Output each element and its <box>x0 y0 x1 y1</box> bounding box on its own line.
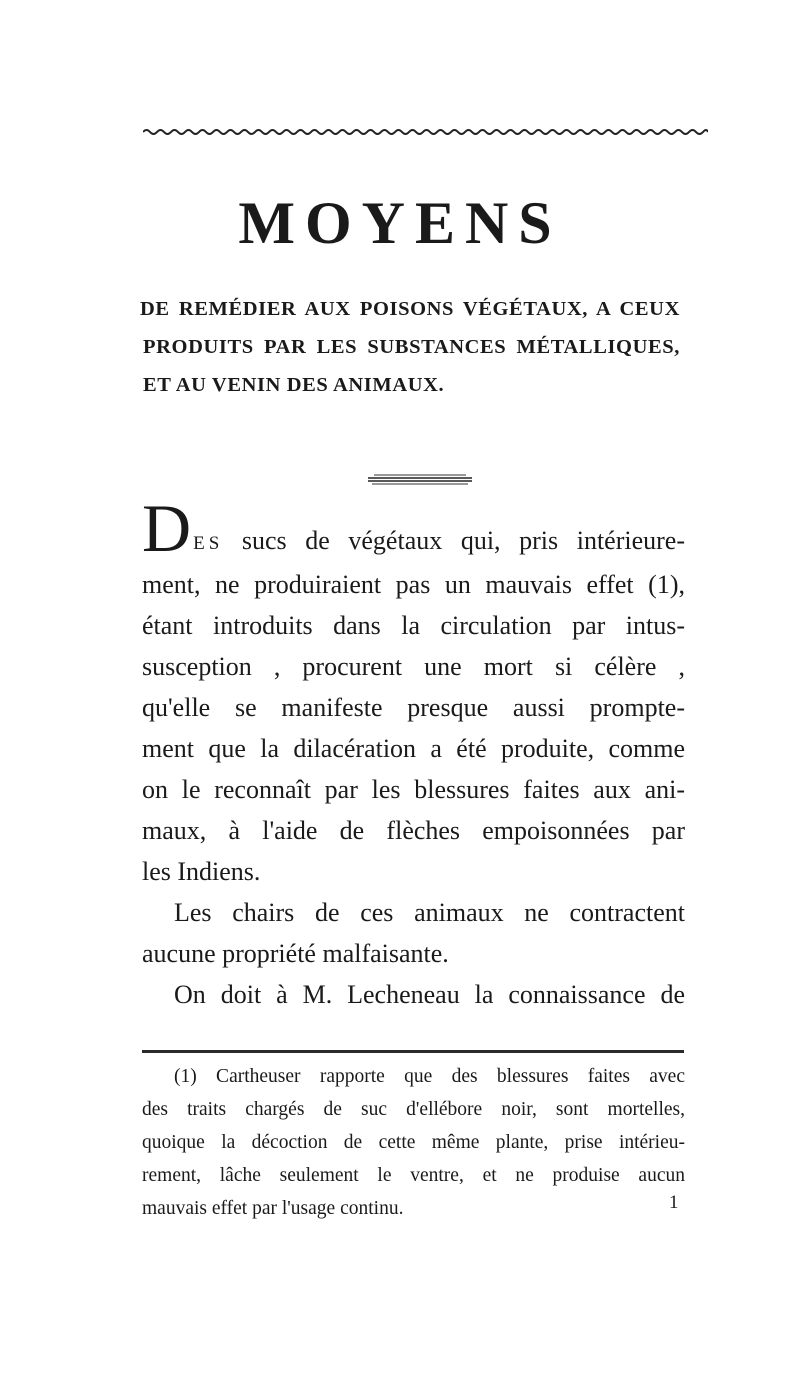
text-line: qu'elle se manifeste presque aussi prompte- <box>142 693 685 722</box>
text-line: On doit à M. Lecheneau la connaissance de <box>174 980 685 1009</box>
top-ornament <box>143 128 708 136</box>
footnote-line: quoique la décoction de cette même plante, prise intérieu- <box>142 1132 685 1153</box>
text-line: susception , procurent une mort si célère , <box>142 652 685 681</box>
footnote-rule <box>142 1050 684 1053</box>
text-line: Les chairs de ces animaux ne contractent <box>174 898 685 927</box>
drop-cap: D <box>142 490 192 566</box>
small-caps: ES <box>193 533 224 554</box>
text-line: on le reconnaît par les blessures faites aux ani- <box>142 775 685 804</box>
subtitle-line-3: ET AU VENIN DES ANIMAUX. <box>143 374 445 396</box>
text-line: étant introduits dans la circulation par intus- <box>142 611 685 640</box>
text-line: ment que la dilacération a été produite, comme <box>142 734 685 763</box>
signature-mark: 1 <box>669 1192 679 1213</box>
text-line: aucune propriété malfaisante. <box>142 939 449 968</box>
page-title: MOYENS <box>238 190 562 256</box>
subtitle-line-1: DE REMÉDIER AUX POISONS VÉGÉTAUX, A CEUX <box>140 298 680 320</box>
subtitle <box>140 290 680 404</box>
footnote-line: rement, lâche seulement le ventre, et ne produise aucun <box>142 1165 685 1186</box>
section-divider <box>368 473 472 485</box>
footnote-line: (1) Cartheuser rapporte que des blessures faites avec <box>174 1066 685 1087</box>
text-line: maux, à l'aide de flèches empoisonnées par <box>142 816 685 845</box>
subtitle-line-2: PRODUITS PAR LES SUBSTANCES MÉTALLIQUES, <box>143 336 680 358</box>
footnote-line: mauvais effet par l'usage continu. <box>142 1198 404 1219</box>
text-line: DES sucs de végétaux qui, pris intérieure- <box>142 490 685 566</box>
body-text <box>142 490 685 1015</box>
footnote-line: des traits chargés de suc d'ellébore noir, sont mortelles, <box>142 1099 685 1120</box>
footnote <box>142 1060 685 1225</box>
text-line: ment, ne produiraient pas un mauvais effet (1), <box>142 570 685 599</box>
text-line: les Indiens. <box>142 857 261 886</box>
